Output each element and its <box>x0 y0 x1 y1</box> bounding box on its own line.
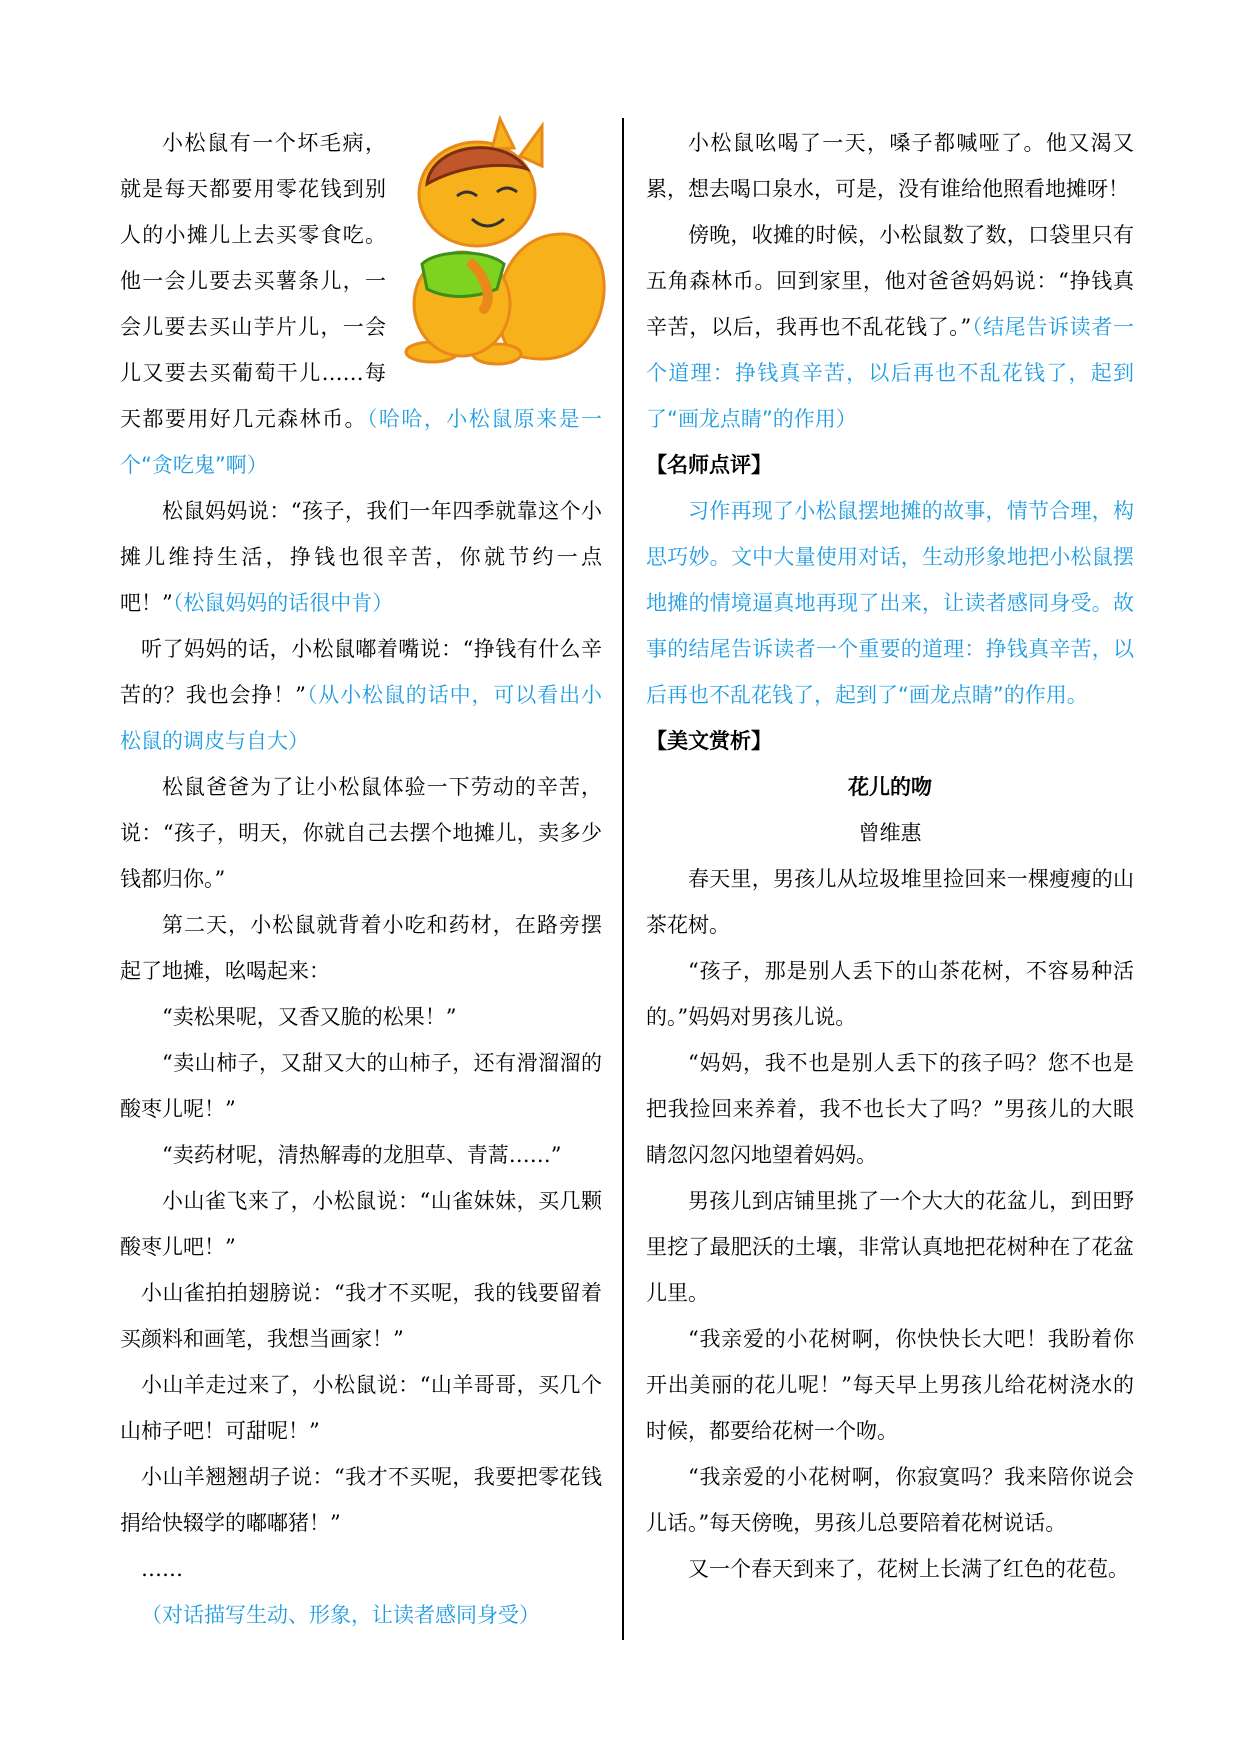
story-paragraph: 第二天，小松鼠就背着小吃和药材，在路旁摆起了地摊，吆喝起来： <box>120 913 602 983</box>
story-paragraph: “卖药材呢，清热解毒的龙胆草、青蒿……” <box>162 1143 562 1167</box>
story-paragraph: “孩子，那是别人丢下的山茶花树，不容易种活的。”妈妈对男孩儿说。 <box>646 959 1134 1029</box>
story-paragraph: 又一个春天到来了，花树上长满了红色的花苞。 <box>688 1557 1129 1581</box>
annotation-note: （从小松鼠的话中，可以看出小松鼠的调皮与自大） <box>120 683 602 753</box>
story-paragraph: “妈妈，我不也是别人丢下的孩子吗？您不也是把我捡回来养着，我不也长大了吗？”男孩儿的大眼睛忽闪忽闪地望着妈妈。 <box>646 1051 1134 1167</box>
story-paragraph: 小山羊翘翘胡子说：“我才不买呢，我要把零花钱捐给快辍学的嘟嘟猪！” <box>120 1465 602 1535</box>
ellipsis-line: …… <box>141 1557 183 1581</box>
annotation-note: （对话描写生动、形象，让读者感同身受） <box>141 1603 540 1627</box>
squirrel-illustration-icon <box>392 114 612 374</box>
story-paragraph: 听了妈妈的话，小松鼠嘟着嘴说：“挣钱有什么辛苦的？我也会挣！”（从小松鼠的话中，可以看出小松鼠的调皮与自大） <box>120 637 602 753</box>
story-paragraph: 傍晚，收摊的时候，小松鼠数了数，口袋里只有五角森林币。回到家里，他对爸爸妈妈说：“挣钱真辛苦，以后，我再也不乱花钱了。”（结尾告诉读者一个道理：挣钱真辛苦，以后再也不乱花钱了，起到了“画龙点睛”的作用） <box>646 223 1134 431</box>
review-paragraph: 习作再现了小松鼠摆地摊的故事，情节合理，构思巧妙。文中大量使用对话，生动形象地把小松鼠摆地摊的情境逼真地再现了出来，让读者感同身受。故事的结尾告诉读者一个重要的道理：挣钱真辛苦，以后再也不乱花钱了，起到了“画龙点睛”的作用。 <box>646 499 1134 707</box>
annotation-note: （松鼠妈妈的话很中肯） <box>172 591 394 615</box>
story-paragraph: 松鼠妈妈说：“孩子，我们一年四季就靠这个小摊儿维持生活，挣钱也很辛苦，你就节约一点吧！”（松鼠妈妈的话很中肯） <box>120 499 602 615</box>
section-heading-review: 【名师点评】 <box>646 453 772 477</box>
story-title: 花儿的吻 <box>848 775 932 799</box>
story-paragraph: 小松鼠吆喝了一天，嗓子都喊哑了。他又渴又累，想去喝口泉水，可是，没有谁给他照看地摊呀！ <box>646 131 1134 201</box>
annotation-note: （哈哈，小松鼠原来是一个“贪吃鬼”啊） <box>120 407 603 477</box>
story-paragraph: “卖松果呢，又香又脆的松果！” <box>162 1005 457 1029</box>
column-divider <box>622 118 624 1640</box>
story-paragraph: “卖山柿子，又甜又大的山柿子，还有滑溜溜的酸枣儿呢！” <box>120 1051 602 1121</box>
section-heading-appreciation: 【美文赏析】 <box>646 729 772 753</box>
left-column <box>120 120 602 1638</box>
story-paragraph: 松鼠爸爸为了让小松鼠体验一下劳动的辛苦，说：“孩子，明天，你就自己去摆个地摊儿，卖多少钱都归你。” <box>120 775 602 891</box>
story-paragraph: 小松鼠有一个坏毛病，就是每天都要用零花钱到别人的小摊儿上去买零食吃。他一会儿要去买薯条儿，一会儿要去买山芋片儿，一会儿又要去买葡萄干儿……每天都要用好几元森林币。（哈哈，小松鼠原来是一个“贪吃鬼”啊） <box>120 131 603 477</box>
annotation-note: （结尾告诉读者一个道理：挣钱真辛苦，以后再也不乱花钱了，起到了“画龙点睛”的作用） <box>646 315 1134 431</box>
story-paragraph: “我亲爱的小花树啊，你寂寞吗？我来陪你说会儿话。”每天傍晚，男孩儿总要陪着花树说话。 <box>646 1465 1134 1535</box>
story-author: 曾维惠 <box>858 821 922 845</box>
story-paragraph: “我亲爱的小花树啊，你快快长大吧！我盼着你开出美丽的花儿呢！”每天早上男孩儿给花树浇水的时候，都要给花树一个吻。 <box>646 1327 1134 1443</box>
story-paragraph: 小山雀飞来了，小松鼠说：“山雀妹妹，买几颗酸枣儿吧！” <box>120 1189 602 1259</box>
story-paragraph: 小山雀拍拍翅膀说：“我才不买呢，我的钱要留着买颜料和画笔，我想当画家！” <box>120 1281 602 1351</box>
story-paragraph: 男孩儿到店铺里挑了一个大大的花盆儿，到田野里挖了最肥沃的土壤，非常认真地把花树种在了花盆儿里。 <box>646 1189 1134 1305</box>
story-paragraph: 小山羊走过来了，小松鼠说：“山羊哥哥，买几个山柿子吧！可甜呢！” <box>120 1373 602 1443</box>
story-paragraph: 春天里，男孩儿从垃圾堆里捡回来一棵瘦瘦的山茶花树。 <box>646 867 1134 937</box>
right-column <box>646 120 1134 1592</box>
